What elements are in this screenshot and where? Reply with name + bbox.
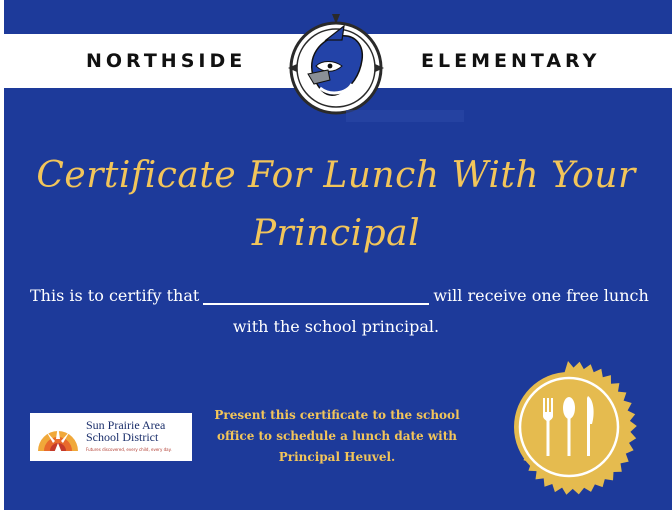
district-name-line2: School District: [86, 430, 159, 444]
district-tagline: Futures discovered, every child, every day.: [86, 447, 172, 452]
school-name-left: NORTHSIDE: [86, 50, 247, 72]
faint-label: [346, 110, 464, 122]
blue-jay-mascot-icon: [286, 12, 386, 120]
gold-seal-icon: [500, 358, 638, 496]
sunburst-logo-icon: [34, 417, 82, 457]
certify-text-after: will receive one free lunch: [433, 286, 649, 305]
district-logo: [30, 413, 192, 461]
school-name-right: ELEMENTARY: [421, 50, 601, 72]
district-name-line1: Sun Prairie Area: [86, 418, 166, 432]
district-name: [86, 419, 165, 443]
certificate-title: Certificate For Lunch With Your Principal: [36, 155, 636, 254]
instructions-text: Present this certificate to the school office to schedule a lunch date with Principal Heuvel.: [214, 408, 460, 464]
certify-text-before: This is to certify that: [30, 286, 200, 305]
certify-line: [30, 286, 649, 305]
recipient-name-blank: [203, 287, 429, 305]
certify-line-2: with the school principal.: [232, 317, 440, 336]
